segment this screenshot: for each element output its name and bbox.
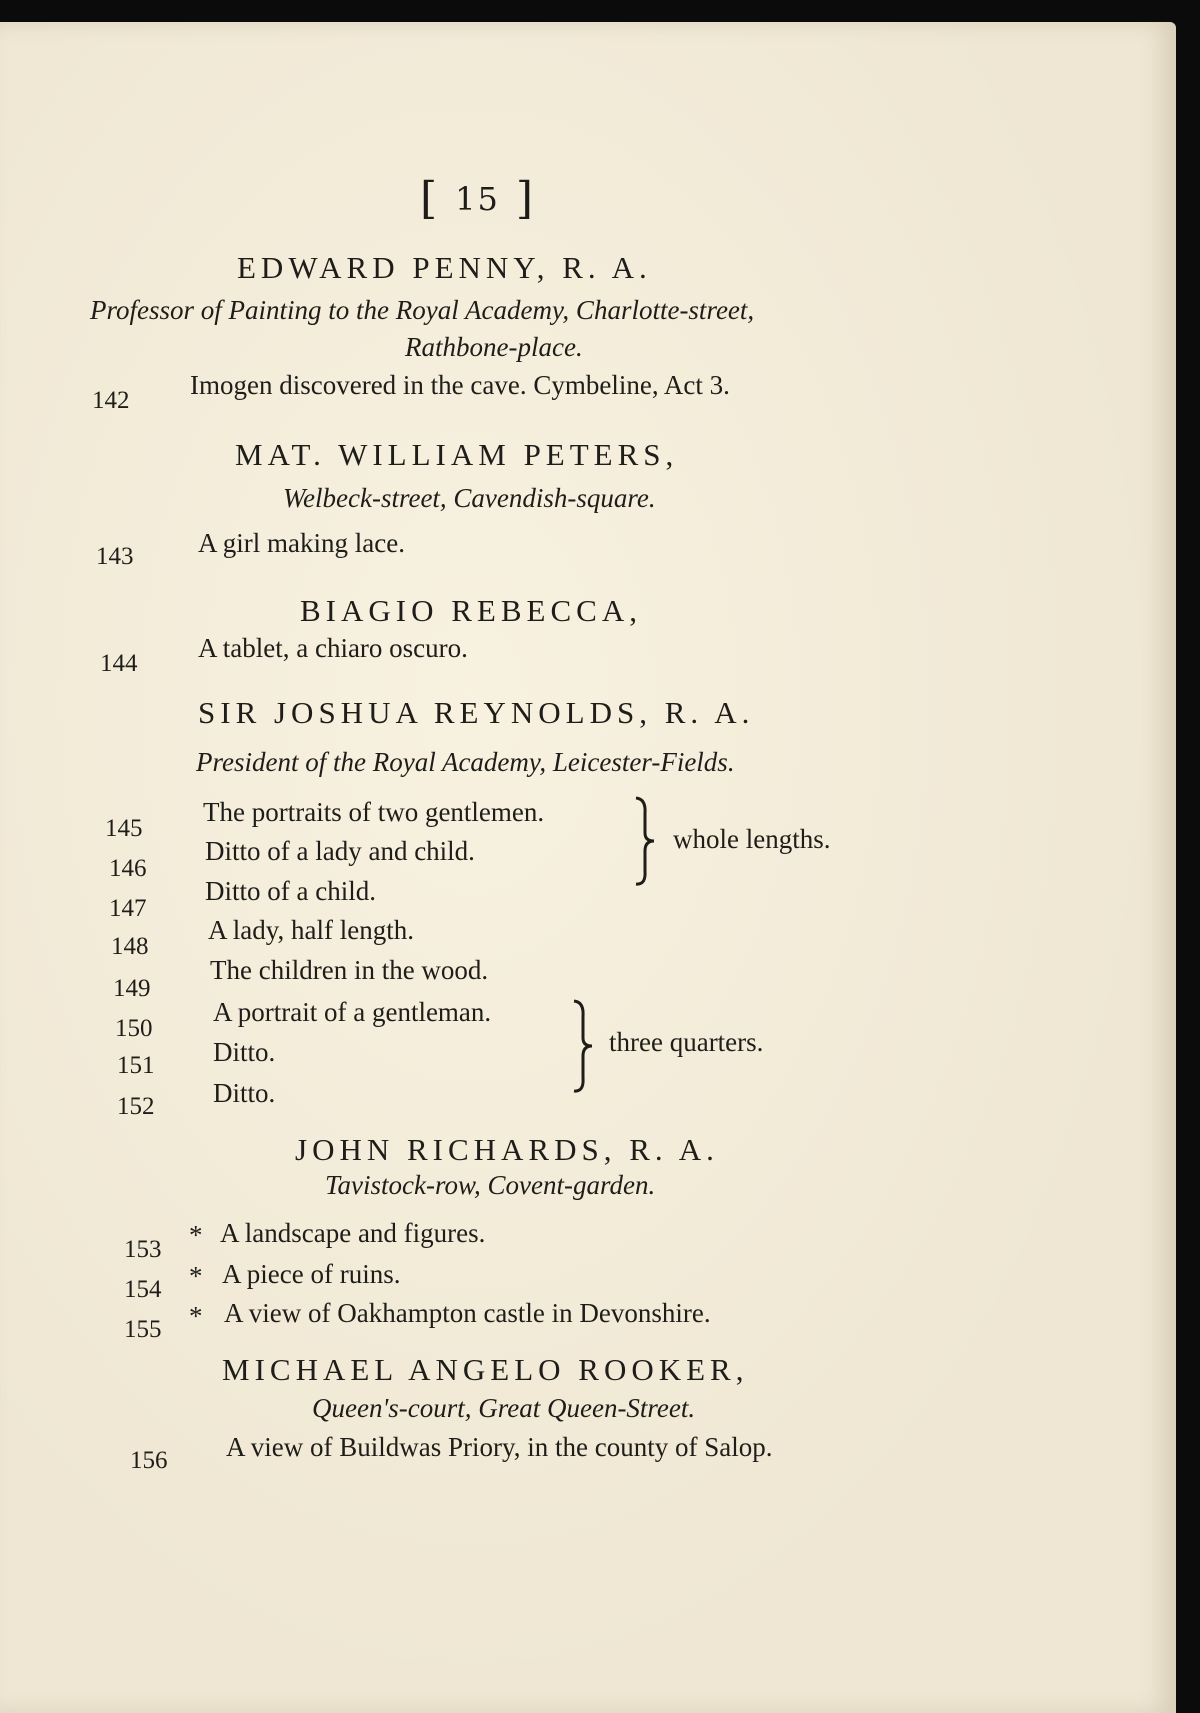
work-number: 147 [109,895,147,922]
page-number: [ 15 ] [420,173,536,224]
work-number: 155 [124,1316,162,1343]
work-number: 153 [124,1236,162,1263]
work-title: Ditto of a lady and child. [205,836,475,866]
work-number: 142 [92,387,130,414]
group-note: three quarters. [609,1027,764,1057]
artist-address: Rathbone-place. [405,332,583,362]
work-title: A portrait of a gentleman. [213,997,492,1027]
work-number: 152 [117,1093,155,1120]
artist-name: JOHN RICHARDS, R. A. [295,1132,719,1167]
work-number: 151 [117,1052,155,1079]
work-number: 148 [111,933,149,960]
artist-name: MAT. WILLIAM PETERS, [235,437,679,472]
work-number: 144 [100,650,138,677]
work-marker: * [189,1301,203,1331]
work-title: A landscape and figures. [220,1218,486,1248]
work-number: 143 [96,543,134,570]
artist-name: MICHAEL ANGELO ROOKER, [222,1352,749,1387]
work-number: 150 [115,1015,153,1042]
work-title: Ditto. [213,1078,276,1108]
work-title: A girl making lace. [198,528,405,558]
artist-name: SIR JOSHUA REYNOLDS, R. A. [198,695,755,730]
work-marker: * [189,1220,203,1250]
group-note: whole lengths. [673,824,831,854]
work-number: 156 [130,1447,168,1474]
work-title: A lady, half length. [208,915,414,945]
right-brace-icon [570,998,600,1094]
work-title: The portraits of two gentlemen. [203,797,545,827]
artist-name: BIAGIO REBECCA, [300,593,642,628]
work-title: The children in the wood. [210,955,489,985]
work-number: 145 [105,815,143,842]
work-title: A tablet, a chiaro oscuro. [198,633,468,663]
work-number: 154 [124,1276,162,1303]
work-title: A view of Oakhampton castle in Devonshire. [224,1298,711,1328]
right-brace-icon [632,795,662,887]
work-title: Imogen discovered in the cave. Cymbeline, Act 3. [190,370,730,400]
artist-address: Tavistock-row, Covent-garden. [325,1170,656,1200]
work-number: 149 [113,975,151,1002]
artist-address: Professor of Painting to the Royal Academy, Charlotte-street, [90,295,755,325]
work-title: Ditto of a child. [205,876,376,906]
work-marker: * [189,1261,203,1291]
artist-address: Queen's-court, Great Queen-Street. [312,1393,696,1423]
work-title: Ditto. [213,1037,276,1067]
work-number: 146 [109,855,147,882]
artist-address: President of the Royal Academy, Leicester-Fields. [196,747,735,777]
artist-name: EDWARD PENNY, R. A. [237,250,652,285]
work-title: A view of Buildwas Priory, in the county of Salop. [226,1432,773,1462]
artist-address: Welbeck-street, Cavendish-square. [283,483,656,513]
work-title: A piece of ruins. [222,1259,401,1289]
